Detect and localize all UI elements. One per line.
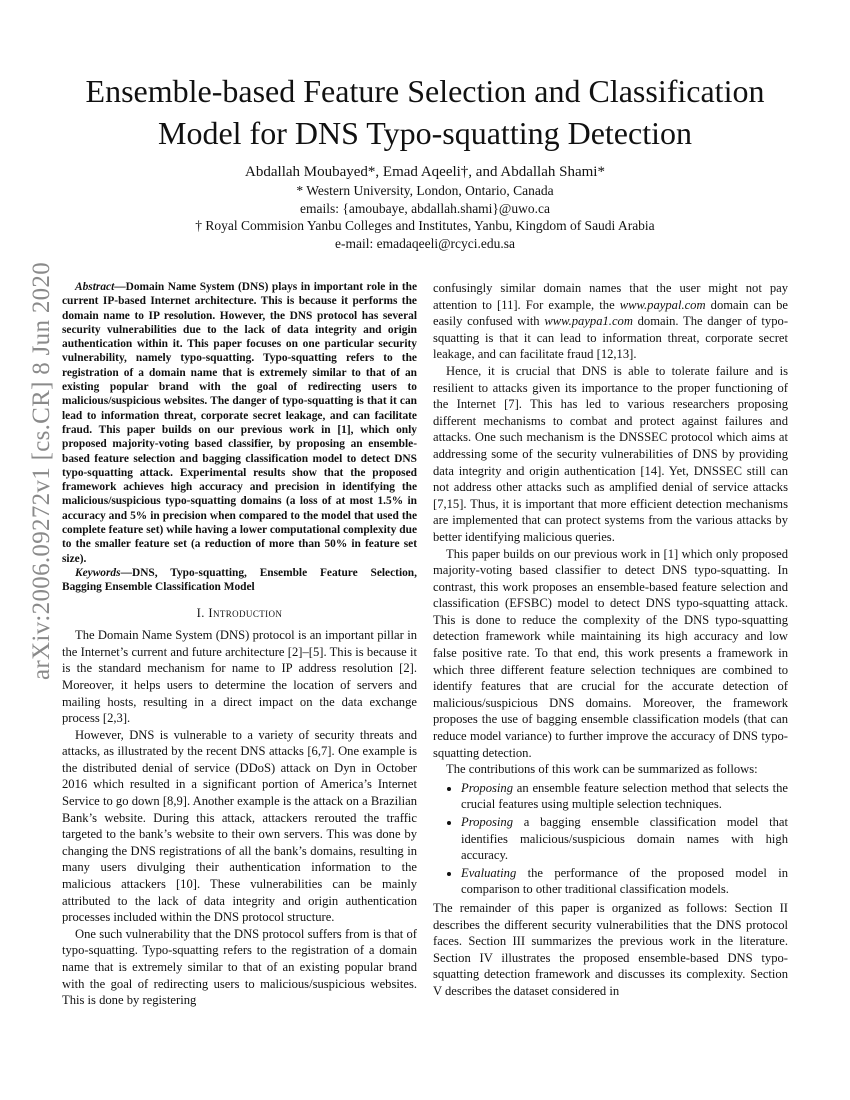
section-numeral: I. <box>196 605 209 620</box>
arxiv-stamp: arXiv:2006.09272v1 [cs.CR] 8 Jun 2020 <box>28 261 55 680</box>
right-paragraph-continued: confusingly similar domain names that the user might not pay attention to [11]. For example, the www.paypal.com domain can be easily confused with www.paypa1.com domain. The danger of typo-squatting is that it can lead to information threat, corporate secret leakage, and can facilitate fraud [12,13]. <box>433 281 789 362</box>
paper-title <box>40 70 810 154</box>
right-paragraph-2: Hence, it is crucial that DNS is able to tolerate failure and is resilient to attacks given its importance to the proper functioning of the Internet [7]. This has led to various researchers proposing different mechanisms to combat and protect against failures and attacks. One such mechanism is the DNSSEC protocol which aims at addressing some of the security vulnerabilities of DNS by providing data integrity and origin authentication [14]. Yet, DNSSEC still can not address other attacks such as amplified denial of service attacks [7,15]. Thus, it is important that more efficient detection mechanisms are implemented that can protect systems from the various attacks by better identifying malicious queries. <box>433 363 788 544</box>
intro-paragraph-2: However, DNS is vulnerable to a variety of security threats and attacks, as illustrated by the recent DNS attacks [6,7]. One example is the distributed denial of service (DDoS) attack on Dyn in October 2016 which resulted in a significant portion of America’s Internet Service to go down [8,9]. Another example is the attack on a Brazilian Bank’s website. During this attack, attackers rerouted the traffic targeted to the bank’s website to their own servers. This was done by changing the DNS registrations of all the bank’s domains, resulting in many users divulging their authentication information to the malicious attackers [10]. These vulnerabilities can be mainly attributed to the lack of data integrity and origin authentication processes included within the DNS protocol structure. <box>62 727 417 925</box>
affiliation-1: * Western University, London, Ontario, Canada <box>296 183 554 198</box>
keywords <box>62 566 417 595</box>
intro-paragraph-3: One such vulnerability that the DNS protocol suffers from is that of typo-squatting. Typo-squatting refers to the registration of a domain name that is extremely similar to that of an existing popular brand with the goal of redirecting users to malicious/suspicious websites. This is done by registering <box>62 926 417 1008</box>
abstract-label: Abstract <box>75 281 115 293</box>
title-line-1: Ensemble-based Feature Selection and Classification <box>85 73 765 109</box>
keywords-label: Keywords <box>75 566 121 579</box>
right-column <box>433 280 788 1000</box>
title-line-2: Model for DNS Typo-squatting Detection <box>158 115 692 151</box>
keywords-text: —DNS, Typo-squatting, Ensemble Feature Selection, Bagging Ensemble Classification Model <box>62 566 417 594</box>
affiliation-1-emails: emails: {amoubaye, abdallah.shami}@uwo.ca <box>300 200 550 216</box>
abstract-text: —Domain Name System (DNS) plays in important role in the current IP-based Internet architecture. This is because it performs the domain name to IP resolution. However, the DNS protocol has several security vulnerabilities due to the lack of data integrity and origin authentication within it. This paper focuses on one particular security vulnerability, namely typo-squatting. Typo-squatting refers to the registration of a domain name that is extremely similar to that of an existing popular brand with the goal of redirecting users to malicious/suspicious websites. The danger of typo-squatting is that it can lead to information threat, corporate secret leakage, and can facilitate fraud. This paper builds on our previous work in [1], which only proposed majority-voting based classifier, by proposing an ensemble-based feature selection and bagging classification model to detect DNS typo-squatting attack. Experimental results show that the proposed framework achieves high accuracy and precision in identifying the malicious/suspicious typo-squatting domains (a loss of at most 1.5% in accuracy and 5% in precision when compared to the model that used the complete feature set) while having a lower computational complexity due to the smaller feature set (a reduction of more than 50% in feature set size). <box>62 281 417 565</box>
contribution-item: • Proposing a bagging ensemble classification model that identifies malicious/suspicious domain names with high accuracy. <box>461 814 788 864</box>
right-paragraph-3: This paper builds on our previous work in [1] which only proposed majority-voting based classifier to detect DNS typo-squatting. In contrast, this work proposes an ensemble-based feature selection and classification (EFSBC) model to detect DNS typo-squatting attack. This is done to reduce the complexity of the DNS typo-squatting detection framework while maintaining its high accuracy and low false positive rate. To that end, this work presents a framework in which three different feature selection techniques are combined to identify features that are crucial for the accurate detection of malicious/suspicious DNS domains. Moreover, the framework proposes the use of bagging ensemble classification models (that can reduce model variance) to further improve the accuracy of DNS typo-squatting detection. <box>433 546 788 760</box>
contribution-item: • Evaluating the performance of the proposed model in comparison to other traditional classification models. <box>461 865 788 898</box>
section-heading-introduction <box>62 605 417 622</box>
abstract <box>62 280 417 566</box>
affiliation-2-email: e-mail: emadaqeeli@rcyci.edu.sa <box>335 235 515 251</box>
url-paypal: www.paypal.com <box>619 297 706 312</box>
url-paypa1: www.paypa1.com <box>544 314 633 329</box>
paper-organization-paragraph: The remainder of this paper is organized as follows: Section II describes the different security vulnerabilities that the DNS protocol faces. Section III summarizes the previous work in the literature. Section IV illustrates the proposed ensemble-based DNS typo-squatting detection framework and discusses its complexity. Section V describes the dataset considered in <box>433 900 788 998</box>
author-names: Abdallah Moubayed*, Emad Aqeeli†, and Abdallah Shami* <box>245 164 605 180</box>
intro-paragraph-1: The Domain Name System (DNS) protocol is an important pillar in the Internet’s current and future architecture [2]–[5]. This is because it is the standard mechanism for name to IP address resolution [2]. Moreover, it helps users to determine the location of servers and mailing hosts, resulting in a direct impact on the data exchange process [2,3]. <box>62 628 417 726</box>
section-name: Introduction <box>208 605 283 620</box>
contributions-list <box>433 780 788 898</box>
author-block <box>80 162 770 252</box>
contributions-intro: The contributions of this work can be summarized as follows: <box>446 762 758 777</box>
affiliation-2: † Royal Commision Yanbu Colleges and Institutes, Yanbu, Kingdom of Saudi Arabia <box>195 218 655 233</box>
left-column <box>62 280 417 1009</box>
contribution-item: • Proposing an ensemble feature selection method that selects the crucial features using multiple selection techniques. <box>461 780 788 813</box>
